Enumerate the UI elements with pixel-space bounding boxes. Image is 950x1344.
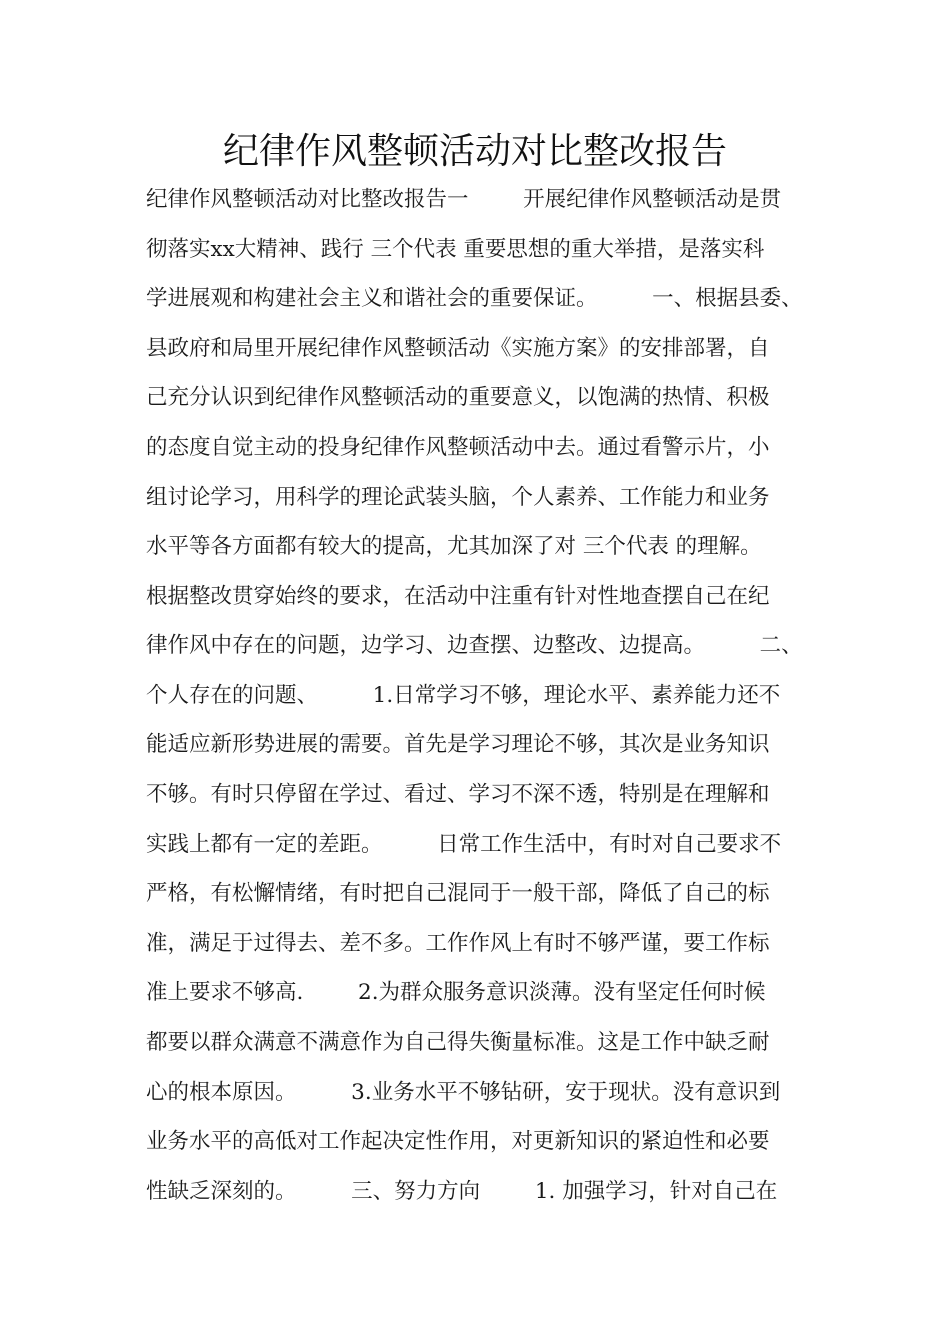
body-line: 县政府和局里开展纪律作风整顿活动《实施方案》的安排部署，自: [146, 336, 770, 361]
body-line: 严格，有松懈情绪，有时把自己混同于一般干部，降低了自己的标: [146, 881, 770, 906]
body-line: 准，满足于过得去、差不多。工作作风上有时不够严谨，要工作标: [146, 931, 770, 956]
body-line: 个人存在的问题、 1.日常学习不够，理论水平、素养能力还不: [146, 683, 781, 708]
body-line: 水平等各方面都有较大的提高，尤其加深了对 三个代表 的理解。: [146, 534, 762, 559]
body-line: 的态度自觉主动的投身纪律作风整顿活动中去。通过看警示片，小: [146, 435, 770, 460]
body-line: 学进展观和构建社会主义和谐社会的重要保证。 一、根据县委、: [146, 286, 803, 311]
body-line: 彻落实xx大精神、践行 三个代表 重要思想的重大举措，是落实科: [146, 237, 765, 262]
body-line: 业务水平的高低对工作起决定性作用，对更新知识的紧迫性和必要: [146, 1129, 770, 1154]
body-line: 能适应新形势进展的需要。首先是学习理论不够，其次是业务知识: [146, 732, 770, 757]
body-line: 都要以群众满意不满意作为自己得失衡量标准。这是工作中缺乏耐: [146, 1030, 770, 1055]
body-line: 根据整改贯穿始终的要求，在活动中注重有针对性地查摆自己在纪: [146, 584, 770, 609]
body-line: 实践上都有一定的差距。 日常工作生活中，有时对自己要求不: [146, 832, 782, 857]
body-line: 己充分认识到纪律作风整顿活动的重要意义，以饱满的热情、积极: [146, 385, 770, 410]
document-title: 纪律作风整顿活动对比整改报告: [222, 131, 727, 172]
body-line: 性缺乏深刻的。 三、努力方向 1. 加强学习，针对自己在: [146, 1179, 778, 1204]
body-line: 心的根本原因。 3.业务水平不够钻研，安于现状。没有意识到: [146, 1080, 781, 1105]
body-line: 准上要求不够高. 2.为群众服务意识淡薄。没有坚定任何时候: [146, 980, 766, 1005]
body-line: 律作风中存在的问题，边学习、边查摆、边整改、边提高。 二、: [146, 633, 803, 658]
body-line: 纪律作风整顿活动对比整改报告一 开展纪律作风整顿活动是贯: [146, 187, 782, 212]
body-line: 不够。有时只停留在学过、看过、学习不深不透，特别是在理解和: [146, 782, 770, 807]
body-line: 组讨论学习，用科学的理论武装头脑，个人素养、工作能力和业务: [146, 485, 770, 510]
